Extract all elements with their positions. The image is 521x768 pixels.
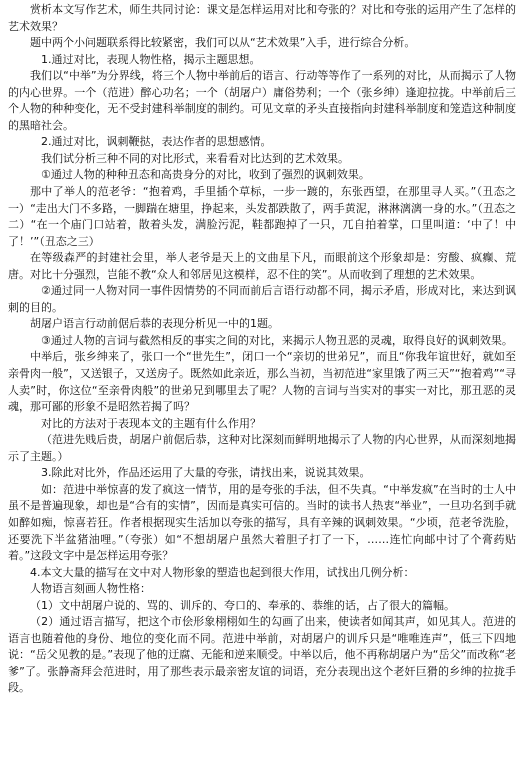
paragraph-point-4-item-2: （2）通过语言描写，把这个市侩形象栩栩如生的勾画了出来，使读者如闻其声，如见其人。范进的语言也随着他的身份、地位的变化而不同。范进中举前，对胡屠户的训斥只是“唯唯连声”，低三下四地说：“岳父见教的是。”表现了他的迂腐、无能和逆来顺受。中举以后，他不再称胡屠户为“岳父”而改称“老爹”了。张静斋拜会范进时，用了那些表示最亲密友谊的词语，充分表现出这个老奸巨猾的乡绅的拉拢手段。: [8, 615, 516, 695]
question-contrast-effect: 对比的方法对于表现本文的主题有什么作用？: [41, 416, 261, 430]
paragraph-subpoint-3-body: 中举后，张乡绅来了，张口一个“世先生”，闭口一个“亲切的世弟兄”，而且“你我年谊世好，就如至亲骨肉一般”，又送银子，又送房子。既然如此亲近，那么当初，当初范进“家里饿了两三天”“抱着鸡”“寻人卖”时，你这位“至亲骨肉般”的世弟兄到哪里去了呢？人物的言词与当实对的事实一对比，那丑恶的灵魂，那可鄙的形象不是昭然若揭了吗？: [8, 350, 516, 414]
paragraph-point-1-body: 我们以“中举”为分界线，将三个人物中举前后的语言、行动等等作了一系列的对比，从而揭示了人物的内心世界。一个（范进）醉心功名；一个（胡屠户）庸俗势利；一个（张乡绅）逢迎拉拢。中举前后三个人物的种种变化，无不受封建科举制度的制约。可见文章的矛头直接指向封建科举制度和笼造这种制度的黑暗社会。: [8, 69, 516, 132]
heading-point-4: 4.本文大量的描写在文中对人物形象的塑造也起到很大作用，试找出几例分析：: [30, 565, 415, 579]
heading-point-2: 2.通过对比，讽刺鞭挞，表达作者的思想感情。: [41, 135, 272, 149]
paragraph-point-2-intro: 我们试分析三种不同的对比形式，来看看对比达到的艺术效果。: [41, 151, 349, 165]
paragraph-subpoint-1-quotes: 那中了举人的范老爷：“抱着鸡，手里插个草标，一步一踱的，东张西望，在那里寻人买。”（丑态之一）“走出大门不多路，一脚踹在塘里，挣起来，头发都跌散了，两手黄泥，淋淋漓漓一身的水。”（丑态之二）“在一个庙门口站着，散着头发，满脸污泥，鞋都跑掉了一只，兀自拍着掌，口里叫道：‘中了！中了！’”（丑态之三）: [8, 185, 516, 248]
heading-point-1: 1.通过对比，表现人物性格，揭示主题思想。: [41, 52, 261, 66]
answer-contrast-effect: （范进先贱后贵，胡屠户前倨后恭，这种对比深刻而鲜明地揭示了人物的内心世界，从而深刻地揭示了主题。）: [8, 433, 516, 463]
heading-point-3: 3.除此对比外，作品还运用了大量的夸张，请找出来，说说其效果。: [41, 466, 371, 480]
paragraph-point-3-body: 如：范进中举惊喜的发了疯这一情节，用的是夸张的手法，但不失真。“中举发疯”在当时的士人中虽不是普遍现象，却也是“合有的实情”，因而是真实可信的。当时的读书人热衷“举业”，一旦功名到手就如醉如痴，惊喜若狂。作者根据现实生活加以夸张的描写，具有辛辣的讽刺效果。“少顷，范老爷洗脸，还要洗下半盆猪油哩。”（夸张）如“不想胡屠户虽然大着胆子打了一下，……连忙向邮中讨了个膏药贴着。”这段文字中是怎样运用夸张？: [8, 482, 516, 563]
paragraph-point-4-item-1: （1）文中胡屠户说的、骂的、训斥的、夸口的、奉承的、恭维的话，占了很大的篇幅。: [30, 598, 455, 612]
heading-subpoint-2: ②通过同一人物对同一事件因情势的不同而前后言语行动都不同，揭示矛盾，形成对比，来达到讽刺的目的。: [8, 284, 516, 314]
paragraph-subpoint-1-analysis: 在等级森严的封建社会里，举人老爷是天上的文曲星下凡，而眼前这个形象却是：穷酸、疯癫、荒唐。对比十分强烈，岂能不教“众人和邻居见这模样，忍不住的笑”。从而收到了理想的艺术效果。: [8, 251, 516, 281]
heading-subpoint-1: ①通过人物的种种丑态和高贵身分的对比，收到了强烈的讽刺效果。: [41, 168, 370, 182]
paragraph-intro-approach: 题中两个小问题联系得比较紧密，我们可以从“艺术效果”入手，进行综合分析。: [30, 36, 416, 50]
paragraph-intro-question: 赏析本文写作艺术，师生共同讨论：课文是怎样运用对比和夸张的？对比和夸张的运用产生了怎样的艺术效果？: [8, 3, 516, 33]
paragraph-subpoint-2-ref: 胡屠户语言行动前倨后恭的表现分析见一中的1题。: [30, 317, 279, 331]
heading-subpoint-3: ③通过人物的言词与截然相反的事实之间的对比，来揭示人物丑恶的灵魂，取得良好的讽刺效果。: [41, 333, 513, 347]
paragraph-point-4-subheading: 人物语言刻画人物性格：: [30, 582, 151, 596]
